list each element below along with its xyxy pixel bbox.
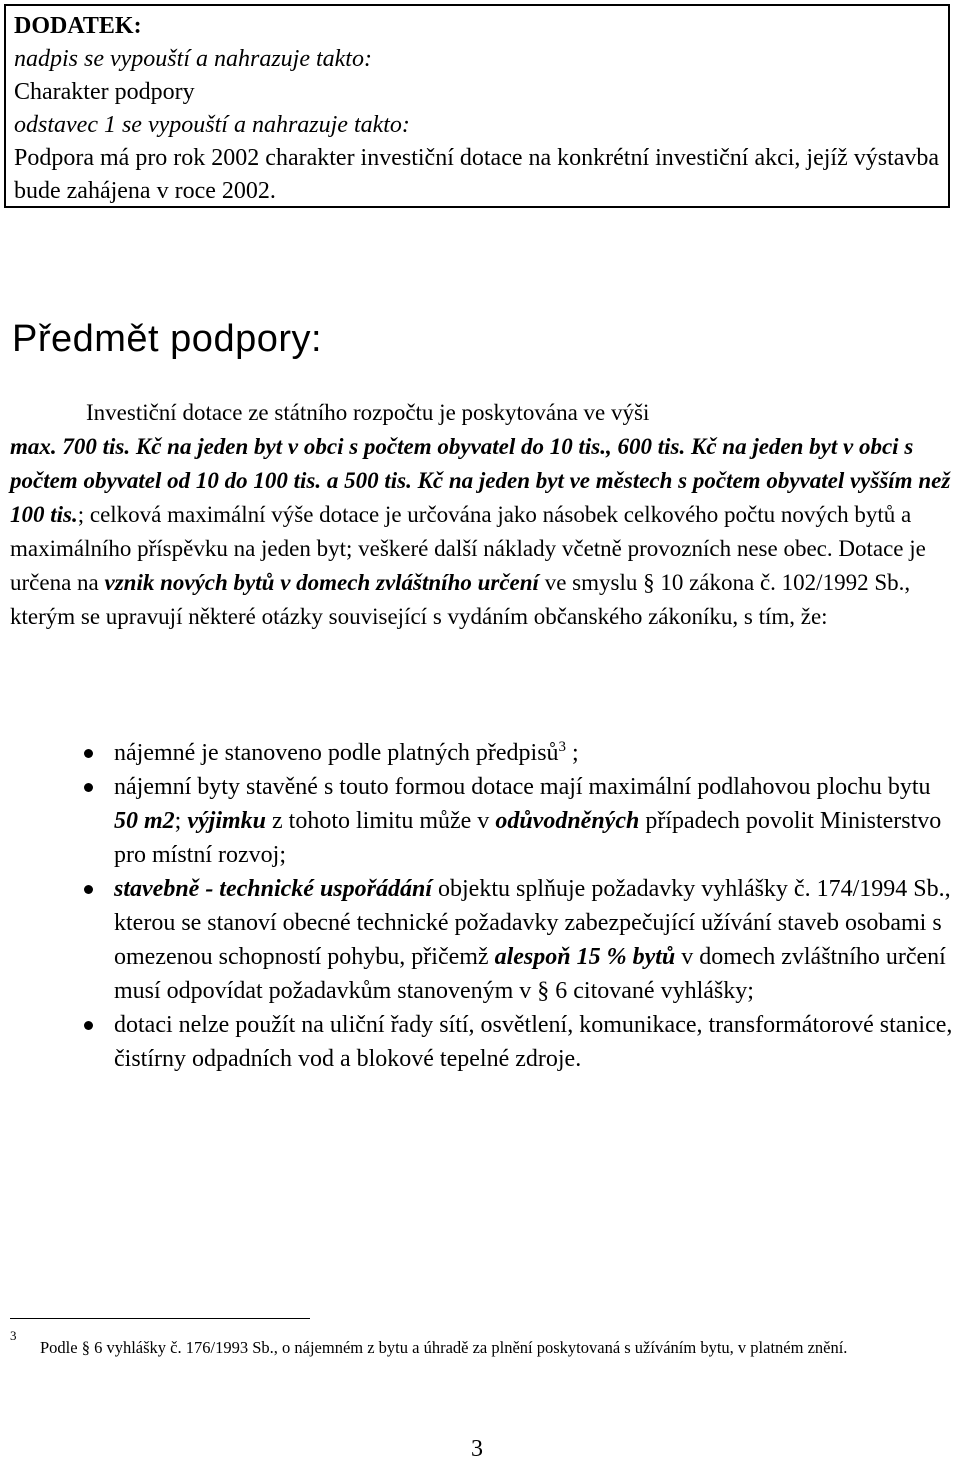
addendum-new-heading: Charakter podpory — [14, 79, 195, 105]
paragraph-intro: Investiční dotace ze státního rozpočtu je poskytována ve výši — [86, 400, 650, 425]
footnote-number: 3 — [10, 1328, 17, 1343]
bullet-2-d: případech povolit Ministerstvo pro místní rozvoj; — [114, 808, 942, 868]
list-item — [84, 1008, 956, 1076]
bullet-2-a: nájemní byty stavěné s touto formou dotace mají maximální podlahovou plochu bytu — [114, 774, 931, 800]
bullet-2-justified: odůvodněných — [495, 808, 640, 834]
paragraph-purpose: vznik nových bytů v domech zvláštního určení — [104, 570, 539, 595]
bullet-3-a: objektu splňuje požadavky vyhlášky č. 174/1994 Sb. — [432, 876, 945, 902]
section-heading: Předmět podpory: — [12, 318, 323, 360]
bullet-2-area: 50 m2 — [114, 808, 175, 834]
bullet-2-b: ; — [174, 808, 188, 834]
bullet-3-b: , kterou se stanoví obecné technické požadavky zabezpečující užívání staveb osobami s omezenou schopností pohybu, přičemž — [114, 876, 951, 970]
footnote-text-a: Podle § 6 vyhlášky č. 176/1993 Sb. — [40, 1338, 274, 1357]
addendum-new-paragraph: Podpora má pro rok 2002 charakter investiční dotace na konkrétní investiční akci, jejíž výstavba bude zahájena v roce 2002. — [14, 145, 940, 204]
bullet-icon — [84, 749, 93, 758]
bullet-4-text: dotaci nelze použít na uliční řady sítí, osvětlení, komunikace, transformátorové stanice, čistírny odpadních vod a blokové tepelné zdroje. — [114, 1012, 953, 1072]
bullet-2-c: z tohoto limitu může v — [266, 808, 496, 834]
paragraph-rates: max. 700 tis. Kč na jeden byt v obci s počtem obyvatel do 10 tis., 600 tis. Kč na jeden byt v obci s počtem obyvatel od 10 do 100 tis. a 500 tis. Kč na jeden byt ve městech s počtem obyvatel vyšším než 100 tis. — [10, 434, 951, 527]
footnote-text — [40, 1336, 940, 1360]
bullet-icon — [84, 885, 93, 894]
conditions-list — [84, 736, 956, 1076]
bullet-1-end: ; — [572, 740, 579, 766]
addendum-title: DODATEK: — [14, 13, 142, 39]
paragraph-law: ve smyslu § 10 zákona č. 102/1992 Sb. — [538, 570, 905, 595]
bullet-3-layout: stavebně - technické uspořádání — [114, 876, 432, 902]
page-number: 3 — [471, 1436, 483, 1462]
bullet-1-text: nájemné je stanoveno podle platných předpisů — [114, 740, 559, 766]
bullet-icon — [84, 783, 93, 792]
addendum-box — [4, 4, 950, 208]
list-item — [84, 872, 956, 1008]
paragraph-end: , kterým se upravují některé otázky související s vydáním občanského zákoníku, s tím, že: — [10, 570, 911, 629]
paragraph-conditions: ; celková maximální výše dotace je určována jako násobek celkového počtu nových bytů a maximálního příspěvku na jeden byt; veškeré další náklady včetně provozních nese obec. Dotace je určena na — [10, 502, 926, 595]
footnote-text-b: , o nájemném z bytu a úhradě za plnění poskytovaná s užíváním bytu, v platném znění. — [273, 1338, 848, 1357]
bullet-3-share: alespoň 15 % bytů — [494, 944, 676, 970]
bullet-icon — [84, 1021, 93, 1030]
addendum-note-heading: nadpis se vypouští a nahrazuje takto: — [14, 46, 372, 72]
footnote-reference: 3 — [558, 739, 567, 755]
bullet-3-c: v domech zvláštního určení musí odpovídat požadavkům stanoveným v § 6 citované vyhlášky; — [114, 944, 946, 1004]
addendum-note-paragraph: odstavec 1 se vypouští a nahrazuje takto: — [14, 112, 410, 138]
list-item — [84, 736, 956, 770]
section-paragraph — [10, 396, 952, 634]
list-item — [84, 770, 956, 872]
bullet-2-exception: výjimku — [187, 808, 266, 834]
footnote-separator — [10, 1318, 310, 1319]
